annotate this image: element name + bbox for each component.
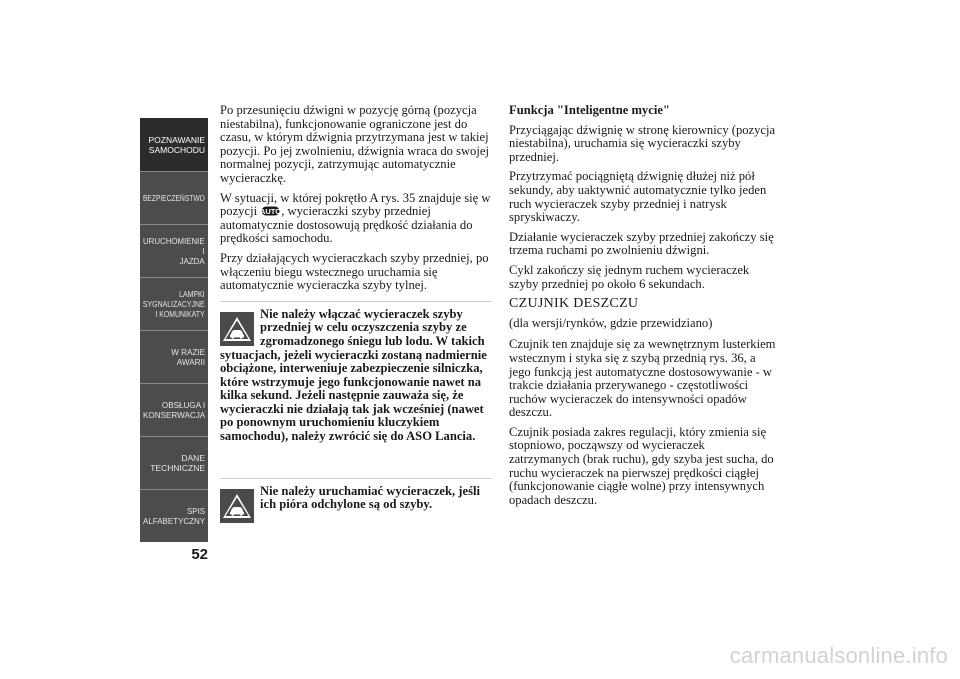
- paragraph: Cykl zakończy się jednym ruchem wycieraczek szyby przedniej po około 6 sekundach.: [509, 262, 750, 291]
- right-column: [509, 104, 777, 513]
- warning-text: Nie należy włączać wycieraczek szyby przedniej w celu oczyszczenia szyby ze zgromadzonego śniegu lub lodu. W takich: [260, 306, 485, 348]
- chapter-tab-label: [148, 135, 205, 155]
- chapter-tab-label-line: I KOMUNIKATY: [155, 309, 205, 319]
- chapter-tab-label-line: DANE: [181, 453, 205, 463]
- chapter-tab-label-line: LAMPKI: [179, 289, 205, 299]
- chapter-tab-label-line: SPIS: [186, 506, 205, 516]
- paragraph-text: , wycieraczki szyby przedniej automatycznie dostosowują prędkość działania do prędkości samochodu.: [220, 204, 473, 246]
- warning-text: sytuacjach, jeżeli wycieraczki zostaną nadmiernie obciążone, interweniuje zabezpieczenie silniczka, które wstrzymuje jego funkcjonowanie nawet na kilka sekund. Jeżeli następnie zauważa się, że wycieraczki nie działają tak jak wcześniej (nawet po ponownym uruchomieniu kluczykiem samochodu), należy zwrócić się do ASO Lancia.: [220, 347, 487, 444]
- section-heading: CZUJNIK DESZCZU: [509, 296, 639, 312]
- warning-note: [220, 308, 492, 444]
- chapter-tab-label-line: POZNAWANIE: [148, 134, 205, 145]
- watermark: carmanualsonline.info: [729, 643, 948, 668]
- warning-text: Nie należy uruchamiać wycieraczek, jeśli ich pióra odchylone są od szyby.: [260, 483, 480, 512]
- chapter-tab-label-line: SAMOCHODU: [148, 144, 205, 155]
- divider: [220, 301, 492, 302]
- paragraph: Działanie wycieraczek szyby przedniej zakończy się trzema ruchami po zwolnieniu dźwigni.: [509, 229, 774, 258]
- chapter-tab-label-line: URUCHOMIENIE I: [143, 236, 205, 256]
- warning-note: [220, 485, 492, 512]
- chapter-tab-label-line: JAZDA: [180, 256, 205, 266]
- chapter-tab[interactable]: [140, 489, 208, 542]
- chapter-tab[interactable]: [140, 277, 208, 330]
- left-column: [220, 104, 492, 525]
- chapter-tab[interactable]: [140, 118, 208, 171]
- chapter-tab[interactable]: [140, 436, 208, 489]
- chapter-tab-label: [143, 400, 205, 420]
- paragraph: Przytrzymać pociągniętą dźwignię dłużej niż pół sekundy, aby uaktywnić automatycznie tylko jeden ruch wycieraczek szyby przedniej i natrysk spryskiwaczy.: [509, 169, 767, 225]
- car-warning-icon: [220, 312, 254, 346]
- chapter-tab-label: [143, 193, 205, 203]
- section-subheading: Funkcja "Inteligentne mycie": [509, 103, 670, 117]
- paragraph: Przy działających wycieraczkach szyby przedniej, po włączeniu biegu wstecznego uruchamia się automatycznie wycieraczka szyby tylnej.: [220, 250, 489, 293]
- auto-wiper-icon: [261, 206, 280, 216]
- chapter-tab-label-line: W RAZIE AWARII: [171, 347, 205, 367]
- chapter-tab-label-line: ALFABETYCZNY: [142, 516, 205, 526]
- chapter-tab-label-line: BEZPIECZEŃSTWO: [143, 193, 205, 203]
- chapter-tab[interactable]: [140, 171, 208, 224]
- availability-note: (dla wersji/rynków, gdzie przewidziano): [509, 315, 713, 330]
- chapter-tab-label: [150, 453, 205, 473]
- chapter-tab-label-line: KONSERWACJA: [142, 410, 205, 420]
- chapter-tab-label: [143, 506, 205, 526]
- chapter-tab[interactable]: [140, 224, 208, 277]
- paragraph: Czujnik ten znajduje się za wewnętrznym lusterkiem wstecznym i styka się z szybą przednią rys. 36, a jego funkcją jest automatyczne dostosowywanie - w trakcie działania przerywanego - częstotliwości ruchów wycieraczek do intensywności opadów deszczu.: [509, 337, 776, 420]
- paragraph: [220, 192, 492, 246]
- chapter-tab-label: [143, 236, 205, 266]
- divider: [220, 478, 492, 479]
- paragraph-text: W sytuacji, w której pokrętło A rys. 35 znajduje się w pozycji: [220, 190, 491, 219]
- chapter-tab[interactable]: [140, 330, 208, 383]
- chapter-tab-label: [143, 347, 205, 367]
- chapter-tab-label-line: OBSŁUGA I: [161, 400, 205, 410]
- page-number: 52: [191, 546, 208, 563]
- paragraph: Przyciągając dźwignię w stronę kierownicy (pozycja niestabilna), uruchamia się wycieraczki szyby przedniej.: [509, 122, 776, 164]
- chapter-tabs: [140, 118, 208, 542]
- chapter-tab-label: [143, 289, 205, 319]
- chapter-tab-label-line: SYGNALIZACYJNE: [143, 299, 205, 309]
- chapter-tab[interactable]: [140, 383, 208, 436]
- car-warning-icon: [220, 489, 254, 523]
- paragraph: Czujnik posiada zakres regulacji, który zmienia się stopniowo, począwszy od wycieraczek zatrzymanych (brak ruchu), gdy szyba jest sucha, do ruchu wycieraczek na pierwszej prędkości ciągłej (funkcjonowanie ciągłe wolne) przy intensywnych opadach deszczu.: [509, 424, 774, 507]
- paragraph: Po przesunięciu dźwigni w pozycję górną (pozycja niestabilna), funkcjonowanie ograniczone jest do czasu, w którym dźwignia przytrzymana jest w takiej pozycji. Po jej zwolnieniu, dźwignia wraca do swojej normalnej pozycji, zatrzymując automatycznie wycieraczkę.: [220, 103, 489, 185]
- svg-text:AUTO: AUTO: [260, 207, 282, 217]
- chapter-tab-label-line: TECHNICZNE: [150, 463, 205, 473]
